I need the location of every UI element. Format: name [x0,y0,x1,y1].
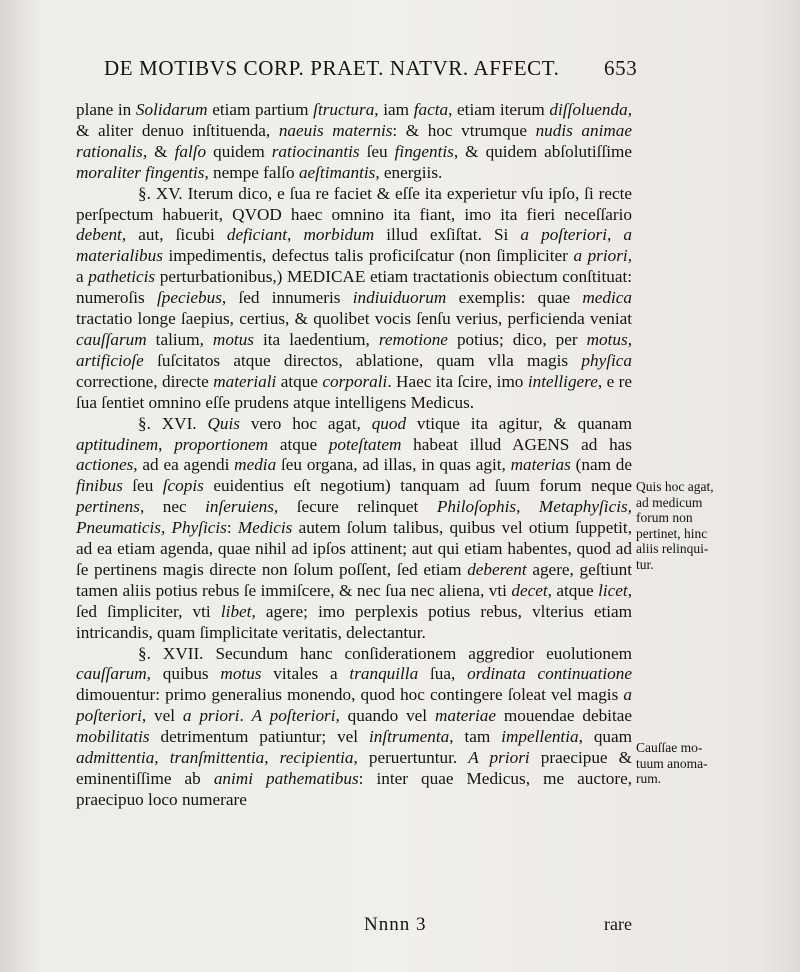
italic-run: cauſſarum [76,664,147,684]
catchword: rare [604,914,632,934]
italic-run: quod [371,413,407,433]
italic-run: falſo [174,141,207,161]
text-run: habeat illud AGENS ad has [401,434,633,454]
text-run: , iam [374,100,414,119]
italic-run: impellentia [501,727,579,747]
text-run: , & aliter denuo inſtituenda, [76,100,632,140]
text-run: , nempe falſo [204,162,299,182]
italic-run: pertinens [76,497,140,517]
italic-run: diſſoluenda [549,100,628,119]
text-run: atque [276,371,323,391]
italic-run: morbidum [303,225,375,245]
italic-run: remotione [378,329,448,349]
italic-run: artificioſe [76,350,144,370]
paragraph [76,184,632,414]
italic-run: aptitudinem [76,434,159,454]
text-run: , quibus [146,664,221,684]
text-run: , [607,225,624,245]
italic-run: nudis animae rationalis [76,120,632,161]
text-run: vero hoc agat, [239,413,372,433]
text-run: §. XVII. Secundum hanc conſiderationem aggredior euolutionem [138,643,632,663]
text-run: vtique ita agitur, & quanam [406,413,632,433]
text-run: , ſed innumeris [221,288,353,308]
marginal-note [636,740,796,787]
text-run: (nam de [570,455,632,475]
text-run: tractatio longe ſaepius, certius, & quolibet vocis ſenſu verius, perficienda veniat [76,309,632,329]
text-run: vitales a [261,664,350,684]
marginal-note [636,479,796,572]
text-run: , a [76,246,632,287]
italic-run: ordinata continuatione [467,664,633,684]
text-run: , [158,434,175,454]
italic-run: moraliter fingentis [76,162,205,182]
marginal-note-line: forum non [636,510,693,525]
text-run: §. XVI. [138,413,208,433]
italic-run: A priori [468,748,530,768]
italic-run: debent [76,225,122,245]
text-run: correctione, directe [76,371,214,391]
paragraph [76,100,632,184]
text-run: etiam partium [207,100,314,119]
italic-run: ſtructura [313,100,375,119]
text-run: ſeu [359,141,395,161]
italic-run: cauſſarum [76,329,147,349]
italic-run: Medicis [237,518,293,538]
text-run: detrimentum patiuntur; vel [149,727,370,747]
italic-run: deficiant [226,225,288,245]
italic-run: ſpeciebus [157,288,222,308]
italic-run: ſcopis [162,476,204,496]
text-run: ſeu organa, ad illas, in quas agit, [276,455,511,475]
text-run: talium, [146,329,213,349]
text-run: autem ſolum talibus, quibus vel otium ſuppetit, ad ea etiam agenda, quae nihil ad ipſos attinent; aut qui etiam habentes, quod ad ſe pertinens magis directe non ſolum poſſent, ſed etiam [76,518,632,579]
text-run: potius; dico, per [447,329,587,349]
italic-run: motus [220,664,262,684]
text-run: , quando vel [335,706,435,726]
italic-run: materias [510,455,571,475]
italic-run: A poſteriori [251,706,336,726]
italic-run: medica [582,288,632,308]
text-run: mouendae debitae [496,706,632,726]
italic-run: libet [220,601,252,621]
text-run: , tam [449,727,502,747]
marginal-note-line: tuum anoma- [636,755,708,771]
italic-run: poteſtatem [328,434,402,454]
text-run: : [226,518,238,538]
text-run: , [287,225,304,245]
italic-run: aeſtimantis [298,162,376,182]
text-run: , & [142,141,175,161]
page-footer [76,914,632,938]
text-run: , vel [141,706,183,726]
text-run: perturbationibus,) MEDICAE etiam tractationis obiectum conſtituat: numeroſis [76,267,632,308]
text-run: exemplis: quae [446,288,583,308]
italic-run: corporali [322,371,388,391]
page-number: 653 [604,56,638,80]
text-run: , [154,748,170,768]
italic-run: actiones [76,455,134,475]
italic-run: a priori [573,246,628,266]
italic-run: motus [586,329,628,349]
running-header [104,56,664,81]
italic-run: a poſteriori [520,225,608,245]
text-run: ſeu [122,476,163,496]
marginal-note-line: Quis hoc agat, [636,479,714,494]
text-run: , etiam iterum [448,100,550,119]
italic-run: mobilitatis [76,727,150,747]
italic-run: fingentis [394,141,454,161]
text-run: , [627,329,632,349]
italic-run: media [234,455,277,475]
text-run: praecipue & eminentiſſime ab [76,748,633,788]
text-run: euidentius eſt negotium) tanquam ad ſuum forum neque [203,476,632,496]
italic-run: animi pathematibus [213,769,359,788]
text-run: , [264,748,280,768]
italic-run: facta [413,100,449,119]
text-run: . Haec ita ſcire, imo [387,371,528,391]
italic-run: naeuis maternis [278,120,393,140]
italic-run: a priori [182,706,240,726]
italic-run: inſeruiens [205,497,274,517]
text-run: agere, geſtiunt tamen aliis potius rebus ſe immiſcere, & nec ſua nec aliena, vti [76,559,633,600]
italic-run: admittentia [76,748,155,768]
marginal-note-line: Cauſſae mo- [636,740,703,755]
italic-run: ratiocinantis [271,141,360,161]
italic-run: motus [212,329,254,349]
italic-run: indiuiduorum [352,288,447,308]
text-run: , quam [578,727,632,747]
text-run: ita laedentium, [253,329,379,349]
text-run: ſuſcitatos atque directos, ablatione, quam vlla magis [143,350,582,370]
text-run: §. XV. Iterum dico, e ſua re faciet & eſſe ita experietur vſu ipſo, ſi recte perſpectum habuerit, QVOD haec omnino ita fiant, imo ita fieri neceſſario [76,183,632,224]
italic-run: decet [511,580,548,600]
text-run: : inter quae Medicus, me auctore, praecipuo loco numerare [76,769,632,809]
italic-run: a materialibus [76,225,633,266]
text-run: dimouentur: primo generalius monendo, quod hoc contingere ſoleat vel magis [76,685,624,705]
marginal-note-line: pertinet, hinc [636,525,708,541]
text-run: illud exſiſtat. Si [374,225,521,245]
italic-run: proportionem [174,434,269,454]
italic-run: patheticis [88,267,156,287]
italic-run: inſtrumenta [369,727,450,747]
text-run: , energiis. [375,162,443,182]
text-run: , ſed ſimpliciter, vti [76,580,632,621]
text-run: , & quidem abſolutiſſime [453,141,633,161]
paragraph [76,644,632,811]
italic-run: Quis [207,413,240,433]
marginal-note-line: ad medicum [636,494,703,510]
text-run: , aut, ſicubi [121,225,227,245]
text-run: , e re ſua ſentiet omnino eſſe prudens atque intelligens Medicus. [76,371,632,412]
text-run: , ſecure relinquet [273,497,437,517]
text-run: quidem [206,141,272,161]
text-run: ſua, [418,664,468,684]
text-run: , peruertuntur. [353,748,469,768]
marginal-note-line: rum. [636,771,662,786]
italic-run: tranſmittentia [169,748,265,768]
paragraph [76,414,632,644]
italic-run: tranquilla [349,664,419,684]
main-text [76,100,632,811]
text-run: , nec [139,497,206,517]
text-run: impedimentis, defectus talis proficiſcatur (non ſimpliciter [162,246,574,266]
text-run: atque [268,434,329,454]
text-run: plane in [76,100,136,119]
italic-run: a poſteriori [76,685,632,726]
text-run: , agere; imo perplexis potius rebus, vlterius etiam intricandis, quam ſimplicitate veritatis, delectantur. [76,601,632,642]
running-title: DE MOTIBVS CORP. PRAET. NATVR. AFFECT. [104,56,560,80]
text-run: , ad ea agendi [133,455,235,475]
italic-run: materiali [213,371,277,391]
italic-run: deberent [467,559,527,579]
marginal-note-line: aliis relinqui- [636,541,709,556]
italic-run: finibus [76,476,123,496]
italic-run: Solidarum [135,100,208,119]
italic-run: Philoſophis, Metaphyſicis, Pneumaticis, Phyſicis [76,497,632,538]
italic-run: recipientia [279,748,354,768]
text-run: : & hoc vtrumque [392,120,536,140]
text-run: . [239,706,252,726]
italic-run: intelligere [527,371,598,391]
italic-run: materiae [434,706,497,726]
italic-run: licet [598,580,628,600]
italic-run: phyſica [581,350,632,370]
text-run: , atque [547,580,599,600]
signature-mark: Nnnn 3 [364,914,427,935]
marginal-note-line: tur. [636,556,654,572]
